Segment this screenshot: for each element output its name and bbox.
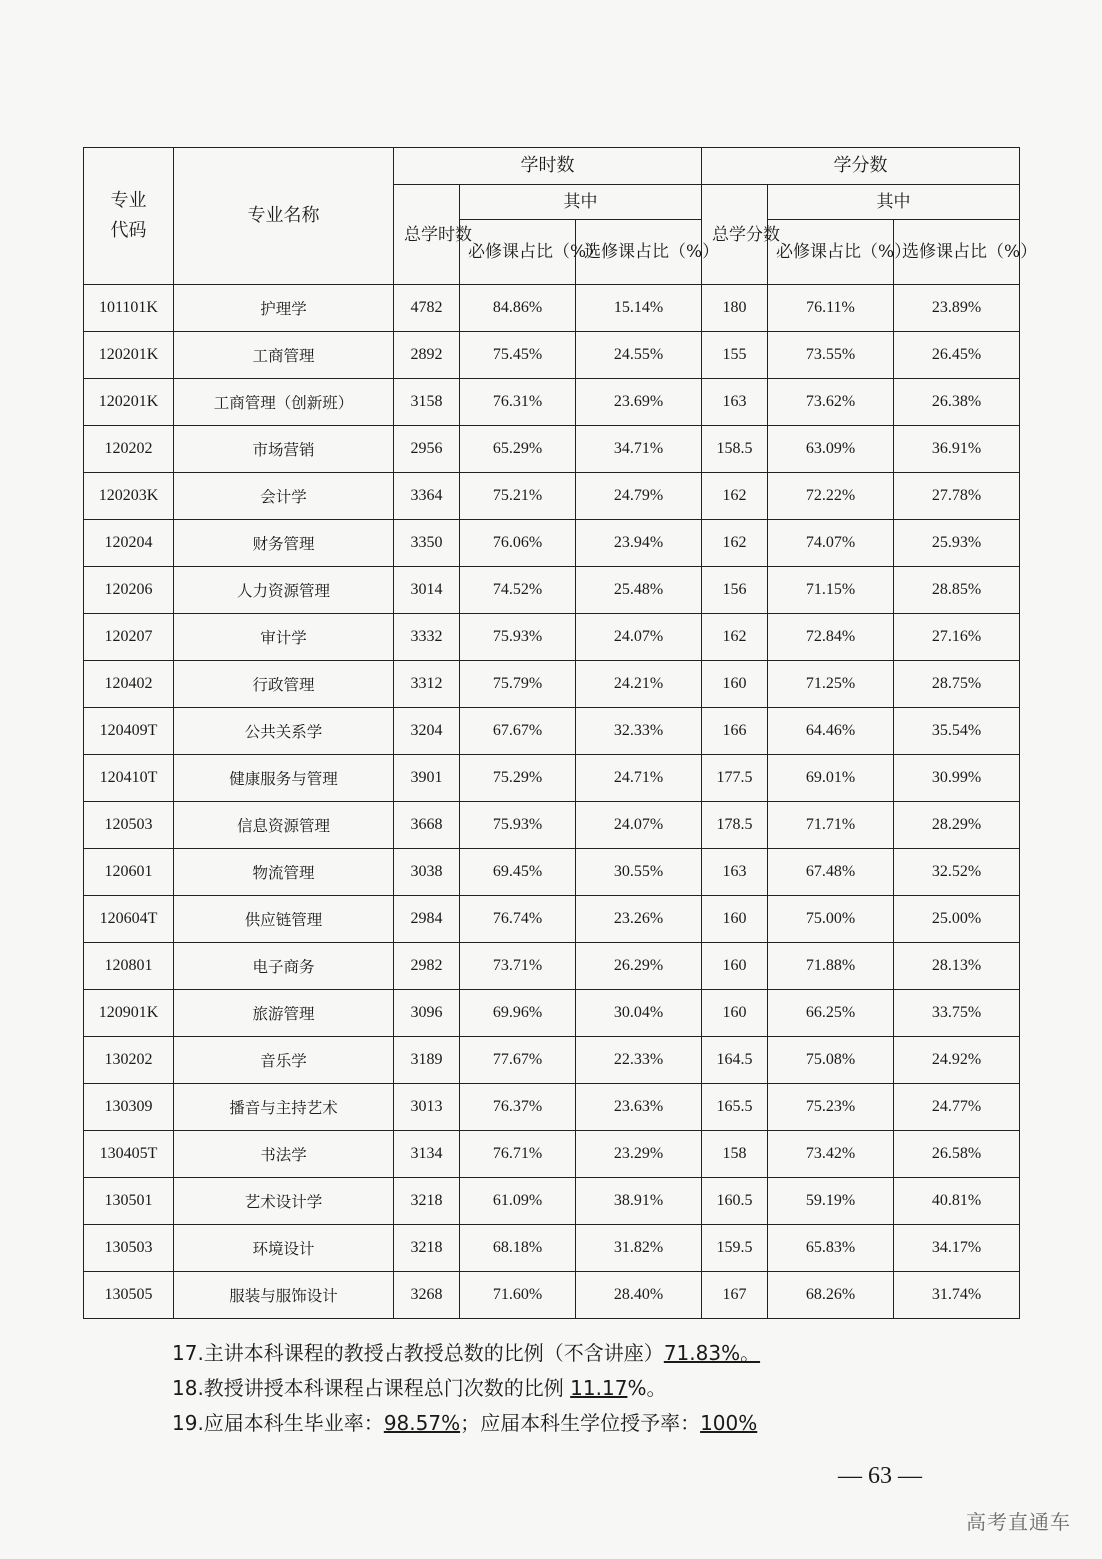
cell-hours-required-ratio: 76.74% <box>460 896 576 943</box>
note-19-graduation-rate: 98.57% <box>383 1411 461 1435</box>
cell-credits-elective-ratio: 27.16% <box>894 614 1020 661</box>
table-row <box>84 849 1020 896</box>
table-row <box>84 285 1020 332</box>
cell-total-hours: 3204 <box>394 708 460 755</box>
cell-major-name: 旅游管理 <box>174 990 394 1037</box>
cell-total-hours: 3134 <box>394 1131 460 1178</box>
note-17 <box>172 1336 1032 1371</box>
cell-total-credits: 160 <box>702 661 768 708</box>
header-total-credits: 总学分数 <box>702 185 768 285</box>
cell-total-credits: 156 <box>702 567 768 614</box>
cell-total-credits: 166 <box>702 708 768 755</box>
cell-hours-elective-ratio: 24.79% <box>576 473 702 520</box>
cell-major-code: 120207 <box>84 614 174 661</box>
cell-hours-required-ratio: 71.60% <box>460 1272 576 1319</box>
table-row <box>84 1131 1020 1178</box>
cell-total-hours: 3096 <box>394 990 460 1037</box>
cell-credits-elective-ratio: 25.00% <box>894 896 1020 943</box>
cell-total-credits: 167 <box>702 1272 768 1319</box>
cell-hours-required-ratio: 75.21% <box>460 473 576 520</box>
header-major-name: 专业名称 <box>174 148 394 285</box>
cell-credits-required-ratio: 67.48% <box>768 849 894 896</box>
cell-hours-required-ratio: 65.29% <box>460 426 576 473</box>
cell-hours-elective-ratio: 24.07% <box>576 802 702 849</box>
cell-major-code: 130501 <box>84 1178 174 1225</box>
cell-credits-required-ratio: 69.01% <box>768 755 894 802</box>
cell-total-credits: 160 <box>702 990 768 1037</box>
watermark: 高考直通车 <box>966 1510 1071 1534</box>
cell-hours-required-ratio: 75.45% <box>460 332 576 379</box>
cell-total-credits: 162 <box>702 473 768 520</box>
cell-credits-required-ratio: 75.00% <box>768 896 894 943</box>
cell-total-credits: 162 <box>702 520 768 567</box>
cell-total-credits: 163 <box>702 849 768 896</box>
cell-hours-elective-ratio: 32.33% <box>576 708 702 755</box>
notes-section <box>172 1336 1032 1441</box>
cell-hours-elective-ratio: 23.26% <box>576 896 702 943</box>
table-row <box>84 661 1020 708</box>
cell-major-code: 120503 <box>84 802 174 849</box>
cell-major-code: 120206 <box>84 567 174 614</box>
cell-total-credits: 160.5 <box>702 1178 768 1225</box>
table-row <box>84 520 1020 567</box>
cell-hours-elective-ratio: 26.29% <box>576 943 702 990</box>
table-row <box>84 1225 1020 1272</box>
cell-credits-required-ratio: 72.22% <box>768 473 894 520</box>
header-credits-elective-ratio: 选修课占比（%） <box>894 220 1020 285</box>
page-number: — 63 — <box>838 1463 922 1489</box>
header-major-code: 专业代码 <box>84 148 174 285</box>
cell-major-name: 市场营销 <box>174 426 394 473</box>
cell-major-name: 财务管理 <box>174 520 394 567</box>
cell-hours-elective-ratio: 22.33% <box>576 1037 702 1084</box>
cell-credits-elective-ratio: 28.85% <box>894 567 1020 614</box>
cell-hours-required-ratio: 75.93% <box>460 614 576 661</box>
cell-major-name: 电子商务 <box>174 943 394 990</box>
cell-credits-required-ratio: 64.46% <box>768 708 894 755</box>
note-17-value: 71.83%。 <box>663 1341 761 1365</box>
cell-credits-elective-ratio: 30.99% <box>894 755 1020 802</box>
cell-major-code: 120901K <box>84 990 174 1037</box>
note-19 <box>172 1406 1032 1441</box>
cell-hours-elective-ratio: 15.14% <box>576 285 702 332</box>
cell-credits-elective-ratio: 28.13% <box>894 943 1020 990</box>
header-total-hours: 总学时数 <box>394 185 460 285</box>
cell-total-hours: 3901 <box>394 755 460 802</box>
header-hours-of-which: 其中 <box>460 185 702 220</box>
cell-total-hours: 3189 <box>394 1037 460 1084</box>
cell-hours-elective-ratio: 23.69% <box>576 379 702 426</box>
cell-total-credits: 155 <box>702 332 768 379</box>
cell-major-code: 120409T <box>84 708 174 755</box>
cell-total-credits: 178.5 <box>702 802 768 849</box>
cell-major-code: 120201K <box>84 332 174 379</box>
cell-major-name: 播音与主持艺术 <box>174 1084 394 1131</box>
table-row <box>84 379 1020 426</box>
cell-hours-required-ratio: 68.18% <box>460 1225 576 1272</box>
cell-total-hours: 3013 <box>394 1084 460 1131</box>
cell-total-credits: 163 <box>702 379 768 426</box>
cell-major-code: 120801 <box>84 943 174 990</box>
cell-hours-elective-ratio: 23.94% <box>576 520 702 567</box>
cell-major-code: 120202 <box>84 426 174 473</box>
table-row <box>84 1084 1020 1131</box>
cell-total-credits: 158 <box>702 1131 768 1178</box>
cell-credits-elective-ratio: 26.45% <box>894 332 1020 379</box>
cell-credits-required-ratio: 71.71% <box>768 802 894 849</box>
cell-credits-elective-ratio: 32.52% <box>894 849 1020 896</box>
cell-major-code: 130503 <box>84 1225 174 1272</box>
cell-major-name: 信息资源管理 <box>174 802 394 849</box>
cell-credits-required-ratio: 71.88% <box>768 943 894 990</box>
cell-total-hours: 2984 <box>394 896 460 943</box>
cell-major-code: 120201K <box>84 379 174 426</box>
cell-hours-required-ratio: 67.67% <box>460 708 576 755</box>
cell-credits-elective-ratio: 33.75% <box>894 990 1020 1037</box>
cell-hours-elective-ratio: 24.71% <box>576 755 702 802</box>
cell-hours-required-ratio: 75.93% <box>460 802 576 849</box>
cell-credits-elective-ratio: 26.58% <box>894 1131 1020 1178</box>
cell-hours-required-ratio: 76.31% <box>460 379 576 426</box>
cell-major-code: 101101K <box>84 285 174 332</box>
cell-credits-elective-ratio: 35.54% <box>894 708 1020 755</box>
cell-hours-required-ratio: 69.45% <box>460 849 576 896</box>
cell-hours-required-ratio: 74.52% <box>460 567 576 614</box>
cell-credits-required-ratio: 74.07% <box>768 520 894 567</box>
cell-major-code: 120410T <box>84 755 174 802</box>
cell-total-hours: 3218 <box>394 1225 460 1272</box>
cell-hours-elective-ratio: 34.71% <box>576 426 702 473</box>
cell-total-hours: 4782 <box>394 285 460 332</box>
cell-hours-elective-ratio: 28.40% <box>576 1272 702 1319</box>
cell-credits-required-ratio: 71.25% <box>768 661 894 708</box>
cell-total-credits: 160 <box>702 896 768 943</box>
cell-credits-elective-ratio: 34.17% <box>894 1225 1020 1272</box>
table-row <box>84 332 1020 379</box>
cell-major-name: 供应链管理 <box>174 896 394 943</box>
cell-hours-elective-ratio: 24.07% <box>576 614 702 661</box>
cell-major-code: 130309 <box>84 1084 174 1131</box>
cell-credits-required-ratio: 65.83% <box>768 1225 894 1272</box>
note-19-middle: ；应届本科生学位授予率： <box>460 1411 701 1435</box>
cell-major-code: 120601 <box>84 849 174 896</box>
note-18-suffix: %。 <box>627 1376 667 1400</box>
cell-credits-required-ratio: 68.26% <box>768 1272 894 1319</box>
table-row <box>84 708 1020 755</box>
cell-total-hours: 3038 <box>394 849 460 896</box>
cell-credits-elective-ratio: 27.78% <box>894 473 1020 520</box>
cell-total-hours: 3268 <box>394 1272 460 1319</box>
cell-total-credits: 180 <box>702 285 768 332</box>
cell-credits-elective-ratio: 31.74% <box>894 1272 1020 1319</box>
cell-major-name: 行政管理 <box>174 661 394 708</box>
header-class-hours: 学时数 <box>394 148 702 185</box>
table-row <box>84 614 1020 661</box>
cell-total-hours: 2982 <box>394 943 460 990</box>
cell-total-credits: 159.5 <box>702 1225 768 1272</box>
cell-total-credits: 158.5 <box>702 426 768 473</box>
cell-hours-required-ratio: 76.06% <box>460 520 576 567</box>
header-hours-elective-ratio: 选修课占比（%） <box>576 220 702 285</box>
cell-credits-elective-ratio: 24.92% <box>894 1037 1020 1084</box>
cell-major-name: 会计学 <box>174 473 394 520</box>
cell-total-hours: 3332 <box>394 614 460 661</box>
table-row <box>84 1178 1020 1225</box>
cell-total-hours: 2892 <box>394 332 460 379</box>
cell-major-name: 艺术设计学 <box>174 1178 394 1225</box>
header-credits: 学分数 <box>702 148 1020 185</box>
table-row <box>84 802 1020 849</box>
note-18-value: 11.17 <box>570 1376 628 1400</box>
cell-major-name: 护理学 <box>174 285 394 332</box>
table-row <box>84 943 1020 990</box>
cell-major-name: 书法学 <box>174 1131 394 1178</box>
cell-total-credits: 177.5 <box>702 755 768 802</box>
cell-major-name: 公共关系学 <box>174 708 394 755</box>
cell-major-name: 健康服务与管理 <box>174 755 394 802</box>
cell-total-hours: 3668 <box>394 802 460 849</box>
table-row <box>84 896 1020 943</box>
cell-total-hours: 3218 <box>394 1178 460 1225</box>
note-17-text: 17.主讲本科课程的教授占教授总数的比例（不含讲座） <box>172 1341 664 1365</box>
cell-credits-elective-ratio: 28.75% <box>894 661 1020 708</box>
table-row <box>84 473 1020 520</box>
cell-credits-elective-ratio: 25.93% <box>894 520 1020 567</box>
cell-total-credits: 160 <box>702 943 768 990</box>
cell-major-name: 物流管理 <box>174 849 394 896</box>
cell-major-name: 审计学 <box>174 614 394 661</box>
note-18-text: 18.教授讲授本科课程占课程总门次数的比例 <box>172 1376 571 1400</box>
note-19-degree-rate: 100% <box>700 1411 758 1435</box>
cell-credits-required-ratio: 75.08% <box>768 1037 894 1084</box>
curriculum-table <box>83 147 1038 1319</box>
cell-credits-required-ratio: 71.15% <box>768 567 894 614</box>
cell-major-code: 130405T <box>84 1131 174 1178</box>
cell-credits-required-ratio: 63.09% <box>768 426 894 473</box>
header-credits-required-ratio: 必修课占比（%） <box>768 220 894 285</box>
cell-hours-elective-ratio: 30.55% <box>576 849 702 896</box>
cell-hours-required-ratio: 84.86% <box>460 285 576 332</box>
cell-total-credits: 165.5 <box>702 1084 768 1131</box>
cell-hours-elective-ratio: 30.04% <box>576 990 702 1037</box>
cell-hours-required-ratio: 69.96% <box>460 990 576 1037</box>
cell-hours-elective-ratio: 38.91% <box>576 1178 702 1225</box>
note-19-text: 19.应届本科生毕业率： <box>172 1411 384 1435</box>
cell-major-name: 服装与服饰设计 <box>174 1272 394 1319</box>
cell-major-code: 120604T <box>84 896 174 943</box>
cell-hours-required-ratio: 76.71% <box>460 1131 576 1178</box>
cell-hours-required-ratio: 61.09% <box>460 1178 576 1225</box>
cell-credits-required-ratio: 72.84% <box>768 614 894 661</box>
cell-credits-required-ratio: 73.55% <box>768 332 894 379</box>
cell-total-hours: 3364 <box>394 473 460 520</box>
cell-credits-elective-ratio: 26.38% <box>894 379 1020 426</box>
cell-major-code: 130202 <box>84 1037 174 1084</box>
cell-credits-elective-ratio: 36.91% <box>894 426 1020 473</box>
cell-hours-elective-ratio: 24.21% <box>576 661 702 708</box>
cell-major-code: 120204 <box>84 520 174 567</box>
cell-total-hours: 2956 <box>394 426 460 473</box>
cell-hours-required-ratio: 76.37% <box>460 1084 576 1131</box>
cell-total-credits: 162 <box>702 614 768 661</box>
cell-hours-required-ratio: 75.29% <box>460 755 576 802</box>
table-row <box>84 1037 1020 1084</box>
cell-major-name: 环境设计 <box>174 1225 394 1272</box>
cell-credits-required-ratio: 59.19% <box>768 1178 894 1225</box>
cell-credits-required-ratio: 73.62% <box>768 379 894 426</box>
cell-major-name: 音乐学 <box>174 1037 394 1084</box>
cell-major-name: 人力资源管理 <box>174 567 394 614</box>
header-credits-of-which: 其中 <box>768 185 1020 220</box>
cell-credits-required-ratio: 76.11% <box>768 285 894 332</box>
cell-major-name: 工商管理（创新班） <box>174 379 394 426</box>
cell-credits-required-ratio: 75.23% <box>768 1084 894 1131</box>
cell-hours-elective-ratio: 23.29% <box>576 1131 702 1178</box>
cell-credits-elective-ratio: 40.81% <box>894 1178 1020 1225</box>
cell-credits-elective-ratio: 23.89% <box>894 285 1020 332</box>
cell-hours-elective-ratio: 31.82% <box>576 1225 702 1272</box>
cell-major-code: 120203K <box>84 473 174 520</box>
header-hours-required-ratio: 必修课占比（%） <box>460 220 576 285</box>
cell-hours-elective-ratio: 25.48% <box>576 567 702 614</box>
cell-total-hours: 3350 <box>394 520 460 567</box>
cell-credits-elective-ratio: 24.77% <box>894 1084 1020 1131</box>
table-row <box>84 1272 1020 1319</box>
cell-major-name: 工商管理 <box>174 332 394 379</box>
cell-hours-required-ratio: 75.79% <box>460 661 576 708</box>
cell-total-hours: 3312 <box>394 661 460 708</box>
table-row <box>84 990 1020 1037</box>
cell-hours-required-ratio: 73.71% <box>460 943 576 990</box>
table-row <box>84 426 1020 473</box>
cell-total-credits: 164.5 <box>702 1037 768 1084</box>
table-row <box>84 755 1020 802</box>
table-row <box>84 567 1020 614</box>
cell-total-hours: 3158 <box>394 379 460 426</box>
cell-credits-elective-ratio: 28.29% <box>894 802 1020 849</box>
cell-total-hours: 3014 <box>394 567 460 614</box>
cell-credits-required-ratio: 66.25% <box>768 990 894 1037</box>
cell-credits-required-ratio: 73.42% <box>768 1131 894 1178</box>
cell-hours-elective-ratio: 24.55% <box>576 332 702 379</box>
cell-major-code: 120402 <box>84 661 174 708</box>
cell-hours-required-ratio: 77.67% <box>460 1037 576 1084</box>
note-18 <box>172 1371 1032 1406</box>
cell-major-code: 130505 <box>84 1272 174 1319</box>
cell-hours-elective-ratio: 23.63% <box>576 1084 702 1131</box>
